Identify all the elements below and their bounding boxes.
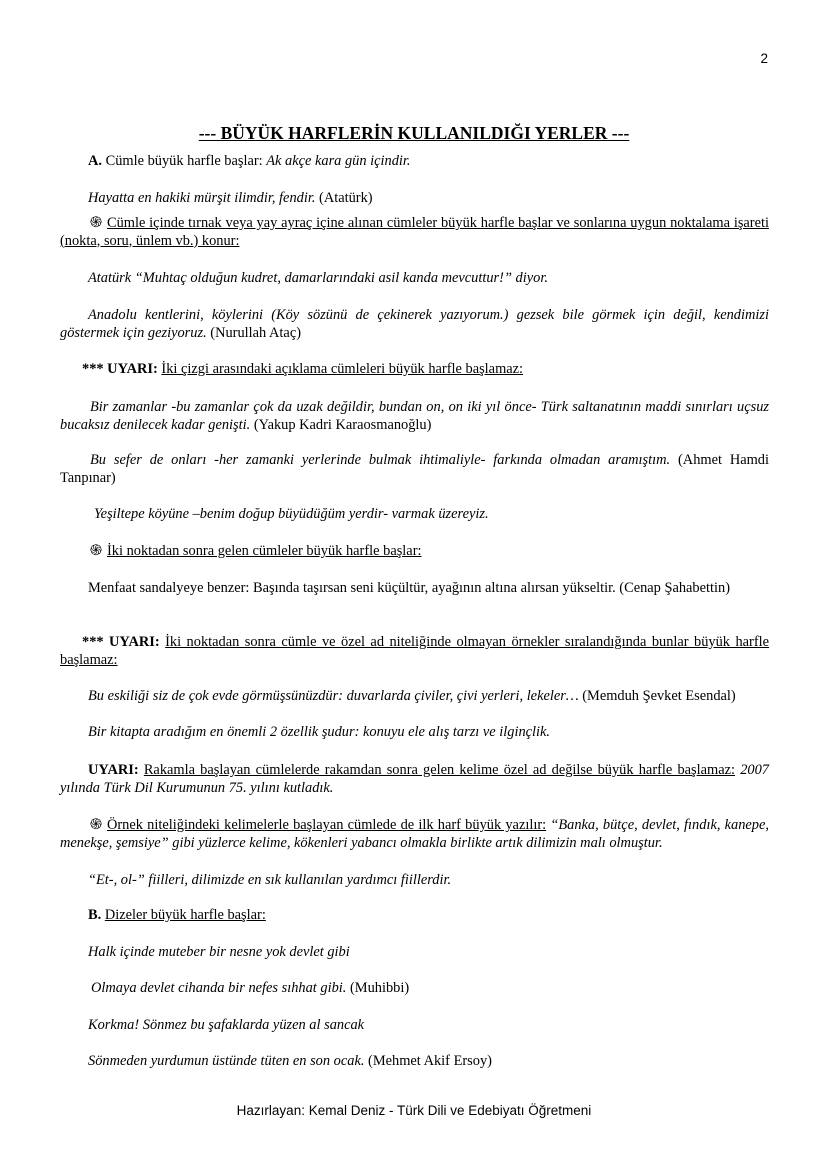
example-3 xyxy=(60,307,769,342)
section-b-rule-text: Dizeler büyük harfle başlar: xyxy=(104,907,266,923)
example-5 xyxy=(60,452,769,487)
bullet-2 xyxy=(60,543,769,561)
verse-line-4 xyxy=(60,1053,769,1071)
verse-line-2-source: (Muhibbi) xyxy=(346,980,410,996)
swirl-bullet-icon: ֍ xyxy=(89,817,103,833)
example-6 xyxy=(60,506,769,524)
warning-3-text: Rakamla başlayan cümlelerde rakamdan sonra gelen kelime özel ad değilse büyük harfle başlamaz: xyxy=(143,762,736,778)
example-9-text: Bir kitapta aradığım en önemli 2 özellik şudur: konuyu ele alış tarzı ve ilginçlik. xyxy=(88,724,551,740)
example-8-source: (Memduh Şevket Esendal) xyxy=(578,688,736,704)
section-a-rule-example: Ak akçe kara gün içindir. xyxy=(266,153,411,169)
section-a-rule-text: Cümle büyük harfle başlar: xyxy=(105,153,267,169)
warning-3-label: UYARI: xyxy=(88,762,144,778)
verse-line-2-text: Olmaya devlet cihanda bir nefes sıhhat gibi. xyxy=(91,980,347,996)
swirl-bullet-icon: ֍ xyxy=(89,543,103,559)
warning-3-example: 2007 yılında Türk Dil Kurumunun 75. yılını kutladık. xyxy=(60,762,769,796)
verse-line-3-text: Korkma! Sönmez bu şafaklarda yüzen al sancak xyxy=(88,1017,365,1033)
example-9 xyxy=(60,724,769,742)
warning-3 xyxy=(60,762,769,797)
bullet-3-example: “Banka, bütçe, devlet, fındık, kanepe, menekşe, şemsiye” gibi yüzlerce kelime, kökenleri yabancı olmakla birlikte artık dilimizin malı olmuştur. xyxy=(60,817,769,851)
verse-line-3 xyxy=(60,1017,769,1035)
example-2 xyxy=(60,270,769,288)
example-4 xyxy=(60,399,769,434)
bullet-1 xyxy=(60,215,769,250)
example-8-text: Bu eskiliği siz de çok evde görmüşsünüzdür: duvarlarda çiviler, çivi yerleri, lekeler… xyxy=(88,688,579,704)
section-a-rule xyxy=(60,153,769,171)
example-6-text: Yeşiltepe köyüne –benim doğup büyüdüğüm yerdir- varmak üzereyiz. xyxy=(94,506,489,522)
bullet-3 xyxy=(60,817,769,852)
section-b-marker: B. xyxy=(88,907,102,923)
bullet-2-text: İki noktadan sonra gelen cümleler büyük harfle başlar: xyxy=(107,543,422,559)
verse-line-4-source: (Mehmet Akif Ersoy) xyxy=(364,1053,492,1069)
example-1-source: (Atatürk) xyxy=(315,190,373,206)
example-10 xyxy=(60,872,769,890)
swirl-bullet-icon: ֍ xyxy=(89,215,103,231)
warning-2 xyxy=(60,634,769,669)
example-4-text: Bir zamanlar -bu zamanlar çok da uzak değildir, bundan on, on iki yıl önce- Türk saltanatının maddi sınırları uçsuz bucaksız denilecek kadar genişti. xyxy=(60,399,769,433)
verse-line-2 xyxy=(60,980,769,998)
bullet-1-text: Cümle içinde tırnak veya yay ayraç içine alınan cümleler büyük harfle başlar ve sonlarına uygun noktalama işareti (nokta, soru, ünlem vb.) konur: xyxy=(60,215,769,249)
page-title: --- BÜYÜK HARFLERİN KULLANILDIĞI YERLER --- xyxy=(198,123,630,143)
warning-1-text: İki çizgi arasındaki açıklama cümleleri büyük harfle başlamaz: xyxy=(161,361,524,377)
warning-1 xyxy=(60,361,769,379)
example-8 xyxy=(60,688,769,706)
section-a-marker: A. xyxy=(88,153,102,169)
warning-2-text: İki noktadan sonra cümle ve özel ad niteliğinde olmayan örnekler sıralandığında bunlar büyük harfle başlamaz: xyxy=(60,634,770,668)
example-3-source: (Nurullah Ataç) xyxy=(206,324,301,341)
page-number: 2 xyxy=(760,51,768,66)
example-7 xyxy=(60,580,769,598)
example-5-source: (Ahmet Hamdi Tanpınar) xyxy=(60,452,769,486)
example-5-text: Bu sefer de onları -her zamanki yerlerinde bulmak ihtimaliyle- farkında olmadan aramıştım. xyxy=(90,452,671,468)
verse-line-4-text: Sönmeden yurdumun üstünde tüten en son ocak. xyxy=(88,1053,365,1069)
example-1-text: Hayatta en hakiki mürşit ilimdir, fendir. xyxy=(88,190,316,206)
example-7-text: Menfaat sandalyeye benzer: Başında taşırsan seni küçültür, ayağının altına alırsan yükseltir. (Cenap Şahabettin) xyxy=(88,580,730,596)
section-b-rule xyxy=(60,907,769,925)
example-10-text: “Et-, ol-” fiilleri, dilimizde en sık kullanılan yardımcı fiillerdir. xyxy=(88,872,452,888)
warning-2-label: *** UYARI: xyxy=(82,634,166,650)
example-3-text: Anadolu kentlerini, köylerini (Köy sözünü de çekinerek yazıyorum.) gezsek bile görmek için değil, kendimizi göstermek için geziyoruz. xyxy=(60,307,769,341)
verse-line-1 xyxy=(60,944,769,962)
bullet-3-text: Örnek niteliğindeki kelimelerle başlayan cümlede de ilk harf büyük yazılır: xyxy=(107,817,547,833)
example-1 xyxy=(60,190,769,208)
example-2-text: Atatürk “Muhtaç olduğun kudret, damarlarındaki asil kanda mevcuttur!” diyor. xyxy=(88,270,548,286)
verse-line-1-text: Halk içinde muteber bir nesne yok devlet gibi xyxy=(88,944,350,960)
example-4-source: (Yakup Kadri Karaosmanoğlu) xyxy=(250,416,432,433)
warning-1-label: *** UYARI: xyxy=(82,361,162,377)
page-footer: Hazırlayan: Kemal Deniz - Türk Dili ve Edebiyatı Öğretmeni xyxy=(236,1103,592,1118)
